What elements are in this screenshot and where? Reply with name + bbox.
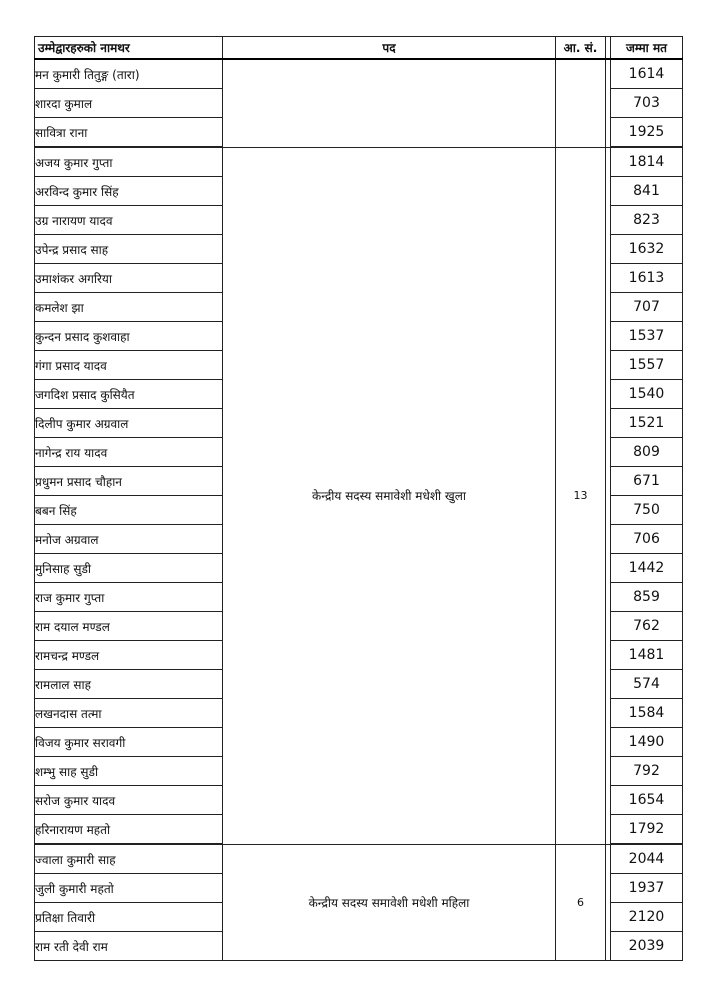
candidate-name: नागेन्द्र राय यादव: [35, 438, 223, 467]
candidate-name: उमाशंकर अगरिया: [35, 264, 223, 293]
candidate-name: ज्वाला कुमारी साह: [35, 844, 223, 874]
candidate-name: प्रतिक्षा तिवारी: [35, 903, 223, 932]
vote-count: 1537: [611, 322, 683, 351]
vote-count: 750: [611, 496, 683, 525]
vote-count: 762: [611, 612, 683, 641]
candidate-name: हरिनारायण महतो: [35, 815, 223, 845]
vote-count: 706: [611, 525, 683, 554]
candidate-name: कुन्दन प्रसाद कुशवाहा: [35, 322, 223, 351]
vote-count: 1490: [611, 728, 683, 757]
vote-count: 1540: [611, 380, 683, 409]
candidate-name: गंगा प्रसाद यादव: [35, 351, 223, 380]
candidate-name: राज कुमार गुप्ता: [35, 583, 223, 612]
candidate-name: दिलीप कुमार अग्रवाल: [35, 409, 223, 438]
candidate-name: मुनिसाह सुडी: [35, 554, 223, 583]
candidate-name: सरोज कुमार यादव: [35, 786, 223, 815]
vote-count: 1442: [611, 554, 683, 583]
vote-count: 859: [611, 583, 683, 612]
header-post: पद: [223, 37, 556, 60]
candidate-name: शम्भु साह सुडी: [35, 757, 223, 786]
vote-count: 707: [611, 293, 683, 322]
vote-count: 841: [611, 177, 683, 206]
vote-count: 1614: [611, 59, 683, 89]
vote-count: 703: [611, 89, 683, 118]
candidate-name: उग्र नारायण यादव: [35, 206, 223, 235]
vote-count: 1654: [611, 786, 683, 815]
candidate-name: विजय कुमार सरावगी: [35, 728, 223, 757]
candidate-name: लखनदास तत्मा: [35, 699, 223, 728]
vote-count: 2044: [611, 844, 683, 874]
candidate-name: जुली कुमारी महतो: [35, 874, 223, 903]
vote-count: 792: [611, 757, 683, 786]
seats-cell: [556, 59, 606, 147]
candidate-name: कमलेश झा: [35, 293, 223, 322]
header-row: [35, 37, 683, 60]
seats-cell: 13: [556, 147, 606, 844]
candidate-name: रामलाल साह: [35, 670, 223, 699]
candidate-name: अरविन्द कुमार सिंह: [35, 177, 223, 206]
vote-count: 2039: [611, 932, 683, 961]
candidate-name: उपेन्द्र प्रसाद साह: [35, 235, 223, 264]
vote-count: 574: [611, 670, 683, 699]
candidate-name: सावित्रा राना: [35, 118, 223, 148]
post-cell: केन्द्रीय सदस्य समावेशी मधेशी खुला: [223, 147, 556, 844]
candidate-name: रामचन्द्र मण्डल: [35, 641, 223, 670]
vote-count: 1925: [611, 118, 683, 148]
vote-count: 1584: [611, 699, 683, 728]
candidate-name: जगदिश प्रसाद कुसियैत: [35, 380, 223, 409]
vote-count: 1632: [611, 235, 683, 264]
candidate-name: मन कुमारी तितुङ्ग (तारा): [35, 59, 223, 89]
header-seats: आ. सं.: [556, 37, 606, 60]
vote-count: 1557: [611, 351, 683, 380]
vote-count: 1613: [611, 264, 683, 293]
table-row: [35, 844, 683, 874]
results-body: [35, 59, 683, 961]
vote-count: 671: [611, 467, 683, 496]
vote-count: 1521: [611, 409, 683, 438]
vote-count: 1814: [611, 147, 683, 177]
vote-count: 1937: [611, 874, 683, 903]
vote-count: 809: [611, 438, 683, 467]
header-name: उम्मेद्वारहरुको नामथर: [35, 37, 223, 60]
candidate-name: अजय कुमार गुप्ता: [35, 147, 223, 177]
post-cell: केन्द्रीय सदस्य समावेशी मधेशी महिला: [223, 844, 556, 961]
vote-count: 2120: [611, 903, 683, 932]
candidate-name: राम रती देवी राम: [35, 932, 223, 961]
header-votes: जम्मा मत: [611, 37, 683, 60]
vote-count: 823: [611, 206, 683, 235]
candidate-name: मनोज अग्रवाल: [35, 525, 223, 554]
candidate-name: शारदा कुमाल: [35, 89, 223, 118]
table-row: [35, 147, 683, 177]
seats-cell: 6: [556, 844, 606, 961]
results-table: [34, 36, 683, 961]
post-cell: [223, 59, 556, 147]
candidate-name: प्रधुमन प्रसाद चौहान: [35, 467, 223, 496]
candidate-name: राम दयाल मण्डल: [35, 612, 223, 641]
vote-count: 1481: [611, 641, 683, 670]
table-row: [35, 59, 683, 89]
candidate-name: बबन सिंह: [35, 496, 223, 525]
vote-count: 1792: [611, 815, 683, 845]
